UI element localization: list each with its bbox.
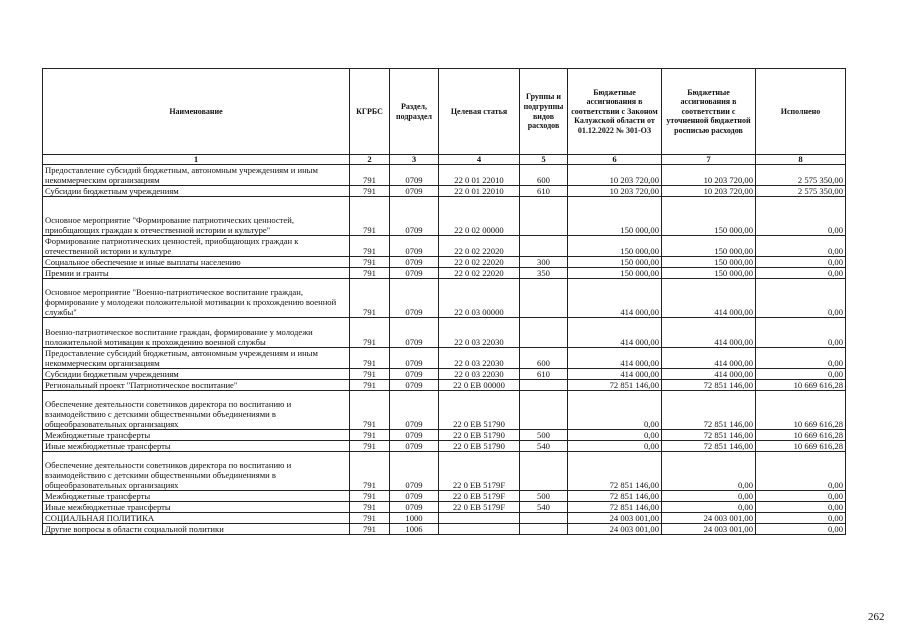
table-row bbox=[43, 268, 846, 279]
row-law-allocation: 414 000,00 bbox=[568, 279, 662, 318]
row-law-allocation: 150 000,00 bbox=[568, 257, 662, 268]
row-name: Основное мероприятие "Военно-патриотическое воспитание граждан, формирование у молодежи положительной мотивации к прохождению военной службы" bbox=[43, 279, 350, 318]
row-revised-allocation: 150 000,00 bbox=[662, 236, 756, 257]
row-revised-allocation: 24 003 001,00 bbox=[662, 524, 756, 535]
row-law-allocation: 0,00 bbox=[568, 430, 662, 441]
row-target: 22 0 EB 5179F bbox=[439, 502, 520, 513]
row-section: 0709 bbox=[390, 236, 439, 257]
row-target: 22 0 EB 51790 bbox=[439, 391, 520, 430]
row-law-allocation: 414 000,00 bbox=[568, 348, 662, 369]
row-executed: 0,00 bbox=[756, 513, 846, 524]
table-row bbox=[43, 165, 846, 186]
table-body bbox=[43, 165, 846, 535]
row-group bbox=[520, 513, 568, 524]
row-target: 22 0 02 22020 bbox=[439, 236, 520, 257]
row-name: Премии и гранты bbox=[43, 268, 350, 279]
row-law-allocation: 150 000,00 bbox=[568, 236, 662, 257]
table-row bbox=[43, 380, 846, 391]
column-number: 4 bbox=[439, 155, 520, 165]
row-section: 0709 bbox=[390, 197, 439, 236]
row-law-allocation: 0,00 bbox=[568, 441, 662, 452]
row-kgrbs: 791 bbox=[350, 513, 390, 524]
column-number-row bbox=[43, 155, 846, 165]
row-target: 22 0 EB 51790 bbox=[439, 441, 520, 452]
row-kgrbs: 791 bbox=[350, 165, 390, 186]
column-number: 3 bbox=[390, 155, 439, 165]
row-executed: 2 575 350,00 bbox=[756, 165, 846, 186]
row-name: Субсидии бюджетным учреждениям bbox=[43, 186, 350, 197]
row-executed: 0,00 bbox=[756, 502, 846, 513]
table-row bbox=[43, 318, 846, 348]
row-executed: 0,00 bbox=[756, 236, 846, 257]
row-law-allocation: 150 000,00 bbox=[568, 197, 662, 236]
row-name: Предоставление субсидий бюджетным, автономным учреждениям и иным некоммерческим организациям bbox=[43, 348, 350, 369]
row-name: Обеспечение деятельности советников директора по воспитанию и взаимодействию с детскими общественными объединениями в общеобразовательных организациях bbox=[43, 391, 350, 430]
row-executed: 0,00 bbox=[756, 491, 846, 502]
row-executed: 10 669 616,28 bbox=[756, 391, 846, 430]
row-group bbox=[520, 380, 568, 391]
row-section: 0709 bbox=[390, 380, 439, 391]
row-target: 22 0 EB 5179F bbox=[439, 452, 520, 491]
row-name: Предоставление субсидий бюджетным, автономным учреждениям и иным некоммерческим организациям bbox=[43, 165, 350, 186]
row-revised-allocation: 72 851 146,00 bbox=[662, 391, 756, 430]
row-name: Формирование патриотических ценностей, приобщающих граждан к отечественной истории и культуре bbox=[43, 236, 350, 257]
row-law-allocation: 414 000,00 bbox=[568, 318, 662, 348]
row-executed: 0,00 bbox=[756, 369, 846, 380]
row-group bbox=[520, 452, 568, 491]
row-kgrbs: 791 bbox=[350, 186, 390, 197]
row-executed: 0,00 bbox=[756, 348, 846, 369]
row-name: Субсидии бюджетным учреждениям bbox=[43, 369, 350, 380]
row-group: 300 bbox=[520, 257, 568, 268]
table-row bbox=[43, 391, 846, 430]
column-number: 2 bbox=[350, 155, 390, 165]
row-target: 22 0 02 22020 bbox=[439, 268, 520, 279]
row-group bbox=[520, 524, 568, 535]
row-kgrbs: 791 bbox=[350, 380, 390, 391]
row-kgrbs: 791 bbox=[350, 491, 390, 502]
row-section: 0709 bbox=[390, 430, 439, 441]
row-section: 1000 bbox=[390, 513, 439, 524]
row-section: 0709 bbox=[390, 441, 439, 452]
row-name: Региональный проект "Патриотическое воспитание" bbox=[43, 380, 350, 391]
row-revised-allocation: 72 851 146,00 bbox=[662, 380, 756, 391]
header-groups: Группы и подгруппы видов расходов bbox=[520, 69, 568, 155]
row-law-allocation: 10 203 720,00 bbox=[568, 186, 662, 197]
row-section: 0709 bbox=[390, 165, 439, 186]
table-row bbox=[43, 197, 846, 236]
row-kgrbs: 791 bbox=[350, 268, 390, 279]
row-section: 0709 bbox=[390, 452, 439, 491]
row-target: 22 0 03 22030 bbox=[439, 348, 520, 369]
row-revised-allocation: 0,00 bbox=[662, 502, 756, 513]
header-row bbox=[43, 69, 846, 155]
row-law-allocation: 72 851 146,00 bbox=[568, 491, 662, 502]
row-name: Обеспечение деятельности советников директора по воспитанию и взаимодействию с детскими общественными объединениями в общеобразовательных организациях bbox=[43, 452, 350, 491]
row-law-allocation: 72 851 146,00 bbox=[568, 502, 662, 513]
row-group: 350 bbox=[520, 268, 568, 279]
row-target: 22 0 EB 5179F bbox=[439, 491, 520, 502]
row-revised-allocation: 150 000,00 bbox=[662, 257, 756, 268]
table-row bbox=[43, 186, 846, 197]
row-kgrbs: 791 bbox=[350, 502, 390, 513]
table-row bbox=[43, 441, 846, 452]
row-name: Межбюджетные трансферты bbox=[43, 491, 350, 502]
row-law-allocation: 150 000,00 bbox=[568, 268, 662, 279]
row-executed: 10 669 616,28 bbox=[756, 430, 846, 441]
table-row bbox=[43, 513, 846, 524]
row-revised-allocation: 414 000,00 bbox=[662, 318, 756, 348]
row-revised-allocation: 414 000,00 bbox=[662, 369, 756, 380]
row-name: Иные межбюджетные трансферты bbox=[43, 502, 350, 513]
row-target: 22 0 EB 51790 bbox=[439, 430, 520, 441]
row-executed: 0,00 bbox=[756, 452, 846, 491]
row-target: 22 0 EB 00000 bbox=[439, 380, 520, 391]
row-kgrbs: 791 bbox=[350, 348, 390, 369]
row-section: 0709 bbox=[390, 369, 439, 380]
row-law-allocation: 0,00 bbox=[568, 391, 662, 430]
row-group: 540 bbox=[520, 502, 568, 513]
header-kgrbs: КГРБС bbox=[350, 69, 390, 155]
row-revised-allocation: 150 000,00 bbox=[662, 197, 756, 236]
column-number: 7 bbox=[662, 155, 756, 165]
row-group: 610 bbox=[520, 186, 568, 197]
header-name: Наименование bbox=[43, 69, 350, 155]
row-law-allocation: 414 000,00 bbox=[568, 369, 662, 380]
column-number: 5 bbox=[520, 155, 568, 165]
row-target: 22 0 01 22010 bbox=[439, 165, 520, 186]
table-row bbox=[43, 430, 846, 441]
row-target: 22 0 02 00000 bbox=[439, 197, 520, 236]
row-name: Иные межбюджетные трансферты bbox=[43, 441, 350, 452]
row-executed: 0,00 bbox=[756, 257, 846, 268]
row-section: 1006 bbox=[390, 524, 439, 535]
row-section: 0709 bbox=[390, 268, 439, 279]
row-target: 22 0 01 22010 bbox=[439, 186, 520, 197]
row-executed: 0,00 bbox=[756, 197, 846, 236]
table-row bbox=[43, 369, 846, 380]
table-row bbox=[43, 236, 846, 257]
row-target: 22 0 03 22030 bbox=[439, 318, 520, 348]
row-revised-allocation: 0,00 bbox=[662, 491, 756, 502]
row-executed: 0,00 bbox=[756, 318, 846, 348]
row-executed: 0,00 bbox=[756, 279, 846, 318]
page-number: 262 bbox=[868, 611, 885, 623]
row-name: Межбюджетные трансферты bbox=[43, 430, 350, 441]
header-target: Целевая статья bbox=[439, 69, 520, 155]
row-section: 0709 bbox=[390, 491, 439, 502]
row-kgrbs: 791 bbox=[350, 279, 390, 318]
row-target bbox=[439, 524, 520, 535]
row-target: 22 0 02 22020 bbox=[439, 257, 520, 268]
column-number: 6 bbox=[568, 155, 662, 165]
row-group: 610 bbox=[520, 369, 568, 380]
table-row bbox=[43, 491, 846, 502]
header-executed: Исполнено bbox=[756, 69, 846, 155]
table-row bbox=[43, 524, 846, 535]
row-group bbox=[520, 318, 568, 348]
table-row bbox=[43, 452, 846, 491]
row-section: 0709 bbox=[390, 186, 439, 197]
row-revised-allocation: 24 003 001,00 bbox=[662, 513, 756, 524]
row-group bbox=[520, 197, 568, 236]
table-row bbox=[43, 257, 846, 268]
row-target: 22 0 03 22030 bbox=[439, 369, 520, 380]
row-executed: 0,00 bbox=[756, 524, 846, 535]
row-revised-allocation: 414 000,00 bbox=[662, 279, 756, 318]
header-section: Раздел, подраздел bbox=[390, 69, 439, 155]
header-revised-allocation: Бюджетные ассигнования в соответствии с уточненной бюджетной росписью расходов bbox=[662, 69, 756, 155]
row-section: 0709 bbox=[390, 257, 439, 268]
row-law-allocation: 24 003 001,00 bbox=[568, 513, 662, 524]
row-revised-allocation: 414 000,00 bbox=[662, 348, 756, 369]
table-row bbox=[43, 348, 846, 369]
row-executed: 0,00 bbox=[756, 268, 846, 279]
row-group bbox=[520, 391, 568, 430]
row-law-allocation: 72 851 146,00 bbox=[568, 380, 662, 391]
row-group: 540 bbox=[520, 441, 568, 452]
row-section: 0709 bbox=[390, 502, 439, 513]
row-group: 600 bbox=[520, 165, 568, 186]
row-name: Социальное обеспечение и иные выплаты населению bbox=[43, 257, 350, 268]
row-name: Основное мероприятие "Формирование патриотических ценностей, приобщающих граждан к отечественной истории и культуре" bbox=[43, 197, 350, 236]
row-name: Военно-патриотическое воспитание граждан, формирование у молодежи положительной мотивации к прохождению военной службы bbox=[43, 318, 350, 348]
row-kgrbs: 791 bbox=[350, 257, 390, 268]
table-row bbox=[43, 279, 846, 318]
row-target: 22 0 03 00000 bbox=[439, 279, 520, 318]
row-kgrbs: 791 bbox=[350, 524, 390, 535]
row-law-allocation: 10 203 720,00 bbox=[568, 165, 662, 186]
row-kgrbs: 791 bbox=[350, 391, 390, 430]
row-kgrbs: 791 bbox=[350, 197, 390, 236]
header-law-allocation: Бюджетные ассигнования в соответствии с Законом Калужской области от 01.12.2022 № 301-ОЗ bbox=[568, 69, 662, 155]
row-group: 600 bbox=[520, 348, 568, 369]
row-revised-allocation: 150 000,00 bbox=[662, 268, 756, 279]
row-group bbox=[520, 279, 568, 318]
row-law-allocation: 24 003 001,00 bbox=[568, 524, 662, 535]
row-name: СОЦИАЛЬНАЯ ПОЛИТИКА bbox=[43, 513, 350, 524]
row-group: 500 bbox=[520, 430, 568, 441]
row-group: 500 bbox=[520, 491, 568, 502]
column-number: 1 bbox=[43, 155, 350, 165]
row-section: 0709 bbox=[390, 318, 439, 348]
budget-execution-table bbox=[42, 68, 846, 535]
row-executed: 10 669 616,28 bbox=[756, 380, 846, 391]
row-revised-allocation: 10 203 720,00 bbox=[662, 186, 756, 197]
row-kgrbs: 791 bbox=[350, 318, 390, 348]
row-name: Другие вопросы в области социальной политики bbox=[43, 524, 350, 535]
row-kgrbs: 791 bbox=[350, 441, 390, 452]
row-executed: 10 669 616,28 bbox=[756, 441, 846, 452]
row-target bbox=[439, 513, 520, 524]
row-kgrbs: 791 bbox=[350, 430, 390, 441]
row-law-allocation: 72 851 146,00 bbox=[568, 452, 662, 491]
row-group bbox=[520, 236, 568, 257]
table-row bbox=[43, 502, 846, 513]
row-revised-allocation: 10 203 720,00 bbox=[662, 165, 756, 186]
row-revised-allocation: 72 851 146,00 bbox=[662, 430, 756, 441]
row-kgrbs: 791 bbox=[350, 452, 390, 491]
row-section: 0709 bbox=[390, 391, 439, 430]
row-executed: 2 575 350,00 bbox=[756, 186, 846, 197]
row-section: 0709 bbox=[390, 279, 439, 318]
row-revised-allocation: 72 851 146,00 bbox=[662, 441, 756, 452]
column-number: 8 bbox=[756, 155, 846, 165]
row-kgrbs: 791 bbox=[350, 236, 390, 257]
row-revised-allocation: 0,00 bbox=[662, 452, 756, 491]
row-section: 0709 bbox=[390, 348, 439, 369]
row-kgrbs: 791 bbox=[350, 369, 390, 380]
